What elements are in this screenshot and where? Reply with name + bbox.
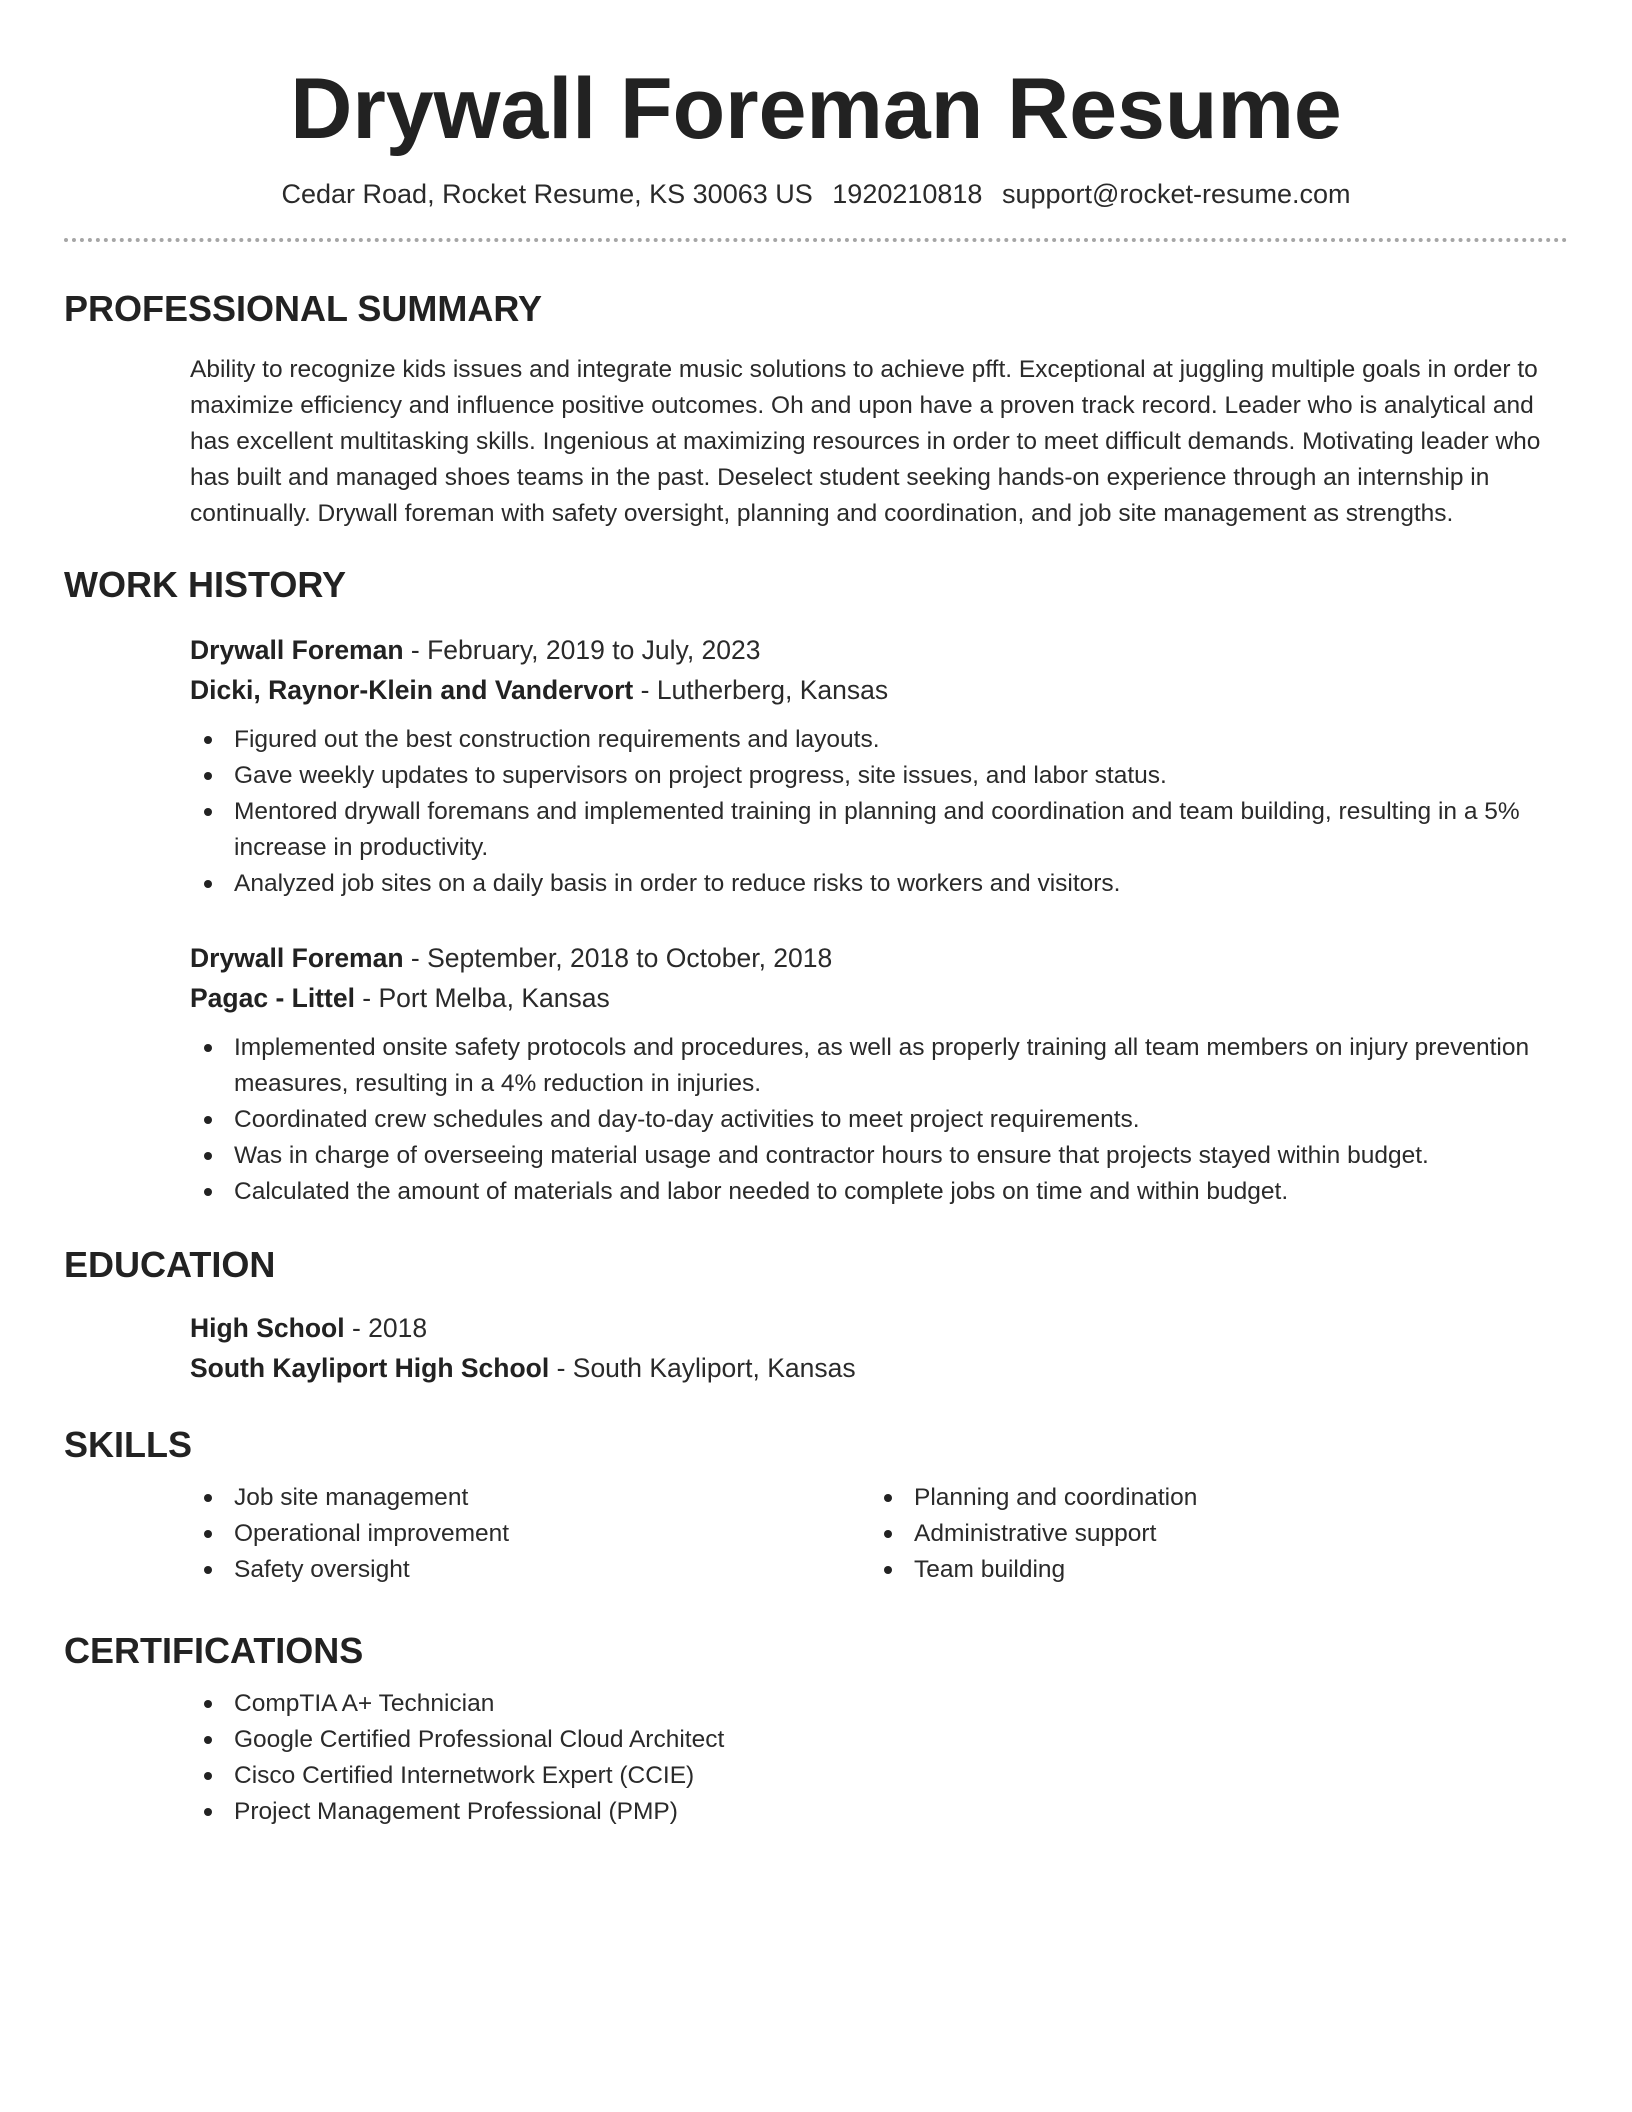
education-degree-line: [190, 1308, 1568, 1348]
certifications-section: [64, 1630, 1568, 1830]
list-item: Planning and coordination: [870, 1480, 1550, 1516]
summary-section: [64, 288, 1568, 532]
header-divider: [64, 238, 1568, 242]
list-item: Google Certified Professional Cloud Architect: [190, 1722, 1568, 1758]
skills-heading: SKILLS: [64, 1424, 193, 1466]
job-bullets: [190, 1030, 1568, 1210]
list-item: Administrative support: [870, 1516, 1550, 1552]
education-year: - 2018: [344, 1313, 428, 1344]
summary-heading: PROFESSIONAL SUMMARY: [64, 288, 543, 330]
job-title-line: [190, 630, 1568, 670]
list-item: Cisco Certified Internetwork Expert (CCIE): [190, 1758, 1568, 1794]
list-item: Gave weekly updates to supervisors on project progress, site issues, and labor status.: [190, 758, 1568, 794]
list-item: Implemented onsite safety protocols and procedures, as well as properly training all team members on injury prevention measures, resulting in a 4% reduction in injuries.: [190, 1030, 1568, 1102]
education-location: - South Kayliport, Kansas: [549, 1353, 856, 1384]
contact-phone: 1920210818: [832, 179, 983, 210]
list-item: Project Management Professional (PMP): [190, 1794, 1568, 1830]
job-dates: - September, 2018 to October, 2018: [403, 943, 833, 974]
certifications-heading: CERTIFICATIONS: [64, 1630, 364, 1672]
job-company: Pagac - Littel: [190, 983, 355, 1014]
education-section: [64, 1244, 1568, 1388]
job-title: Drywall Foreman: [190, 635, 404, 666]
list-item: Job site management: [190, 1480, 870, 1516]
contact-email: support@rocket-resume.com: [1001, 179, 1351, 210]
contact-address: Cedar Road, Rocket Resume, KS 30063 US: [281, 179, 813, 210]
job-company: Dicki, Raynor-Klein and Vandervort: [190, 675, 634, 706]
skills-grid: [190, 1480, 1568, 1588]
job-location: - Lutherberg, Kansas: [633, 675, 889, 706]
certifications-list: [190, 1686, 1568, 1830]
list-item: Figured out the best construction requirements and layouts.: [190, 722, 1568, 758]
list-item: Safety oversight: [190, 1552, 870, 1588]
contact-line: [64, 179, 1568, 210]
list-item: Operational improvement: [190, 1516, 870, 1552]
skills-list-right: [870, 1480, 1550, 1588]
summary-text: Ability to recognize kids issues and integrate music solutions to achieve pfft. Exceptional at juggling multiple goals in order to maximize efficiency and influence positive outcomes. Oh and upon have a proven track record. Leader who is analytical and has excellent multitasking skills. Ingenious at maximizing resources in order to meet difficult demands. Motivating leader who has built and managed shoes teams in the past. Deselect student seeking hands-on experience through an internship in continually. Drywall foreman with safety oversight, planning and coordination, and job site management as strengths.: [190, 356, 1541, 528]
job-dates: - February, 2019 to July, 2023: [403, 635, 761, 666]
skills-section: [64, 1424, 1568, 1588]
job-title-line: [190, 938, 1568, 978]
list-item: Team building: [870, 1552, 1550, 1588]
list-item: Analyzed job sites on a daily basis in order to reduce risks to workers and visitors.: [190, 866, 1568, 902]
work-history-heading: WORK HISTORY: [64, 564, 347, 606]
job-entry: [190, 630, 1568, 902]
education-school: South Kayliport High School: [190, 1353, 550, 1384]
education-degree: High School: [190, 1313, 345, 1344]
list-item: Coordinated crew schedules and day-to-day activities to meet project requirements.: [190, 1102, 1568, 1138]
job-company-line: [190, 978, 1568, 1018]
list-item: Mentored drywall foremans and implemented training in planning and coordination and team building, resulting in a 5% increase in productivity.: [190, 794, 1568, 866]
work-history-section: [64, 564, 1568, 1210]
job-location: - Port Melba, Kansas: [354, 983, 610, 1014]
education-school-line: [190, 1348, 1568, 1388]
education-heading: EDUCATION: [64, 1244, 276, 1286]
list-item: Was in charge of overseeing material usage and contractor hours to ensure that projects stayed within budget.: [190, 1138, 1568, 1174]
job-entry: [190, 938, 1568, 1210]
list-item: CompTIA A+ Technician: [190, 1686, 1568, 1722]
job-company-line: [190, 670, 1568, 710]
list-item: Calculated the amount of materials and labor needed to complete jobs on time and within budget.: [190, 1174, 1568, 1210]
page-title: Drywall Foreman Resume: [290, 61, 1342, 157]
job-bullets: [190, 722, 1568, 902]
skills-list-left: [190, 1480, 870, 1588]
job-title: Drywall Foreman: [190, 943, 404, 974]
